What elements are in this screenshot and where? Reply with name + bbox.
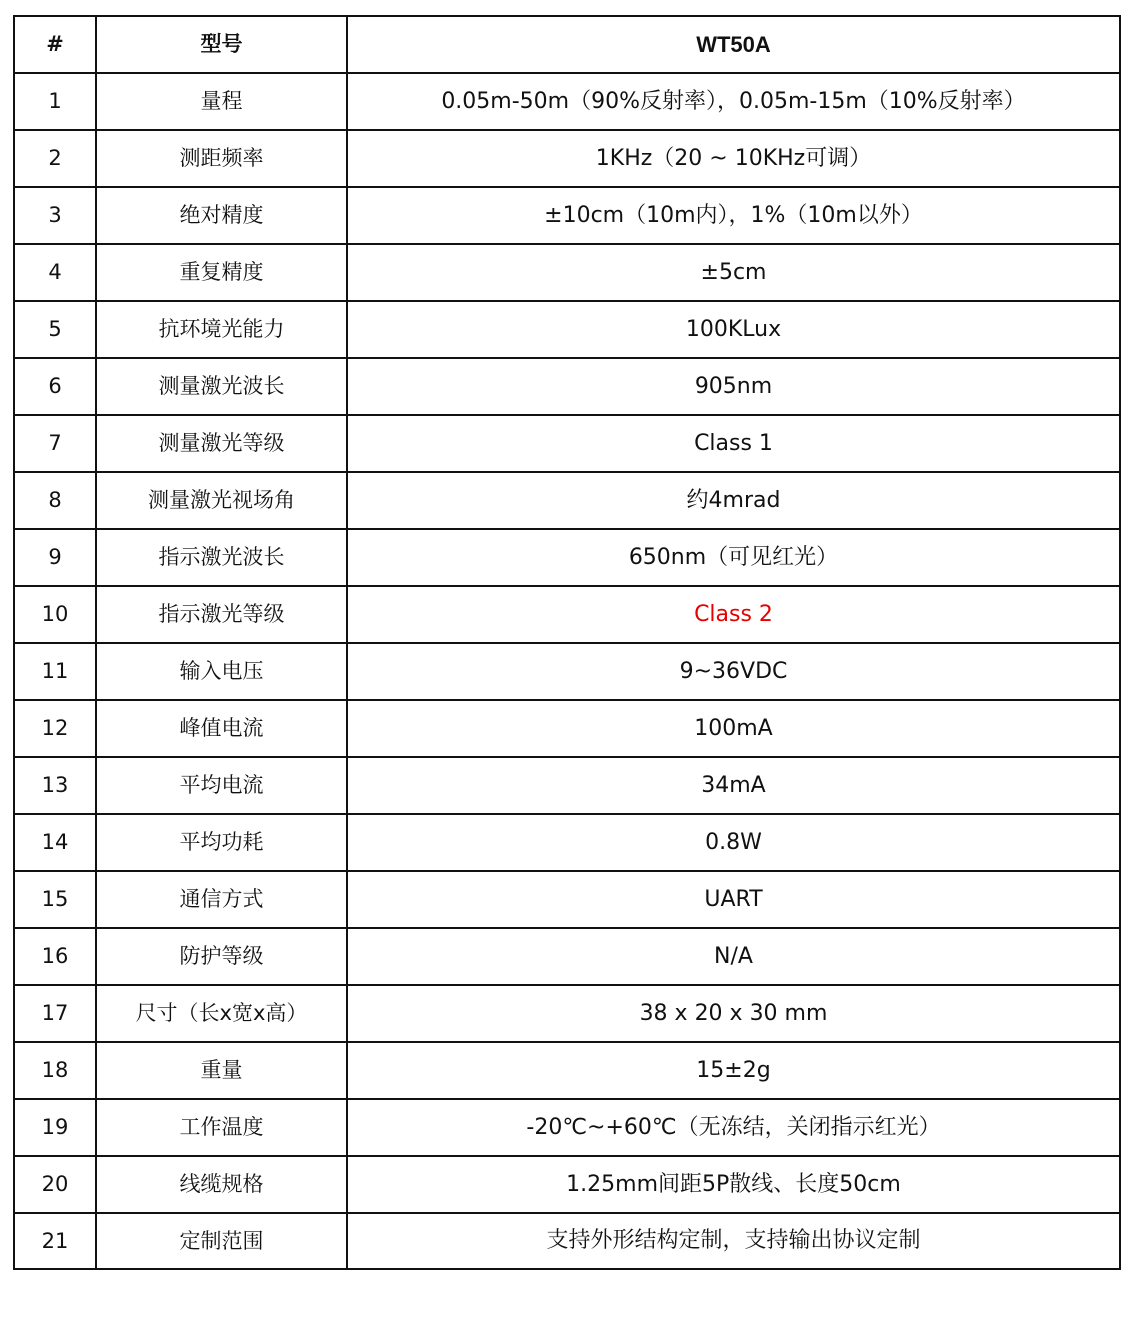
row-index: 17 [14,985,96,1042]
spec-table [13,15,1121,1270]
row-parameter: 平均功耗 [96,814,347,871]
row-parameter: 平均电流 [96,757,347,814]
row-index: 7 [14,415,96,472]
row-parameter: 重量 [96,1042,347,1099]
row-index: 5 [14,301,96,358]
header-index: # [14,16,96,73]
row-index: 12 [14,700,96,757]
row-index: 19 [14,1099,96,1156]
row-index: 3 [14,187,96,244]
row-index: 11 [14,643,96,700]
row-parameter: 测量激光等级 [96,415,347,472]
row-value: 支持外形结构定制，支持输出协议定制 [347,1213,1120,1269]
row-value: 34mA [347,757,1120,814]
row-value: UART [347,871,1120,928]
header-model: WT50A [347,16,1120,73]
row-parameter: 测距频率 [96,130,347,187]
table-row [14,871,1120,928]
header-parameter: 型号 [96,16,347,73]
row-value: Class 1 [347,415,1120,472]
table-row [14,814,1120,871]
table-row [14,1099,1120,1156]
row-index: 1 [14,73,96,130]
row-value: ±5cm [347,244,1120,301]
row-index: 9 [14,529,96,586]
row-parameter: 指示激光等级 [96,586,347,643]
table-row [14,358,1120,415]
row-parameter: 尺寸（长x宽x高） [96,985,347,1042]
row-parameter: 通信方式 [96,871,347,928]
row-index: 15 [14,871,96,928]
row-value: 15±2g [347,1042,1120,1099]
table-row [14,130,1120,187]
row-index: 16 [14,928,96,985]
table-row [14,1213,1120,1269]
table-row [14,985,1120,1042]
row-value: 100KLux [347,301,1120,358]
table-row [14,586,1120,643]
table-row [14,529,1120,586]
table-row [14,244,1120,301]
row-value: 1.25mm间距5P散线、长度50cm [347,1156,1120,1213]
row-index: 4 [14,244,96,301]
row-value: -20℃~+60℃（无冻结，关闭指示红光） [347,1099,1120,1156]
row-parameter: 定制范围 [96,1213,347,1269]
row-index: 6 [14,358,96,415]
row-value: 100mA [347,700,1120,757]
row-parameter: 量程 [96,73,347,130]
row-value: 650nm（可见红光） [347,529,1120,586]
row-parameter: 指示激光波长 [96,529,347,586]
table-row [14,73,1120,130]
row-index: 8 [14,472,96,529]
row-index: 2 [14,130,96,187]
row-value: 905nm [347,358,1120,415]
row-value: 1KHz（20 ~ 10KHz可调） [347,130,1120,187]
row-index: 21 [14,1213,96,1269]
row-parameter: 峰值电流 [96,700,347,757]
header-row [14,16,1120,73]
table-row [14,643,1120,700]
row-value: ±10cm（10m内），1%（10m以外） [347,187,1120,244]
row-parameter: 抗环境光能力 [96,301,347,358]
table-row [14,187,1120,244]
row-index: 13 [14,757,96,814]
table-row [14,415,1120,472]
row-parameter: 绝对精度 [96,187,347,244]
table-row [14,1042,1120,1099]
row-parameter: 测量激光波长 [96,358,347,415]
row-parameter: 防护等级 [96,928,347,985]
row-index: 10 [14,586,96,643]
row-parameter: 线缆规格 [96,1156,347,1213]
row-value: 0.05m-50m（90%反射率），0.05m-15m（10%反射率） [347,73,1120,130]
table-row [14,928,1120,985]
row-index: 20 [14,1156,96,1213]
row-parameter: 工作温度 [96,1099,347,1156]
table-row [14,301,1120,358]
row-parameter: 输入电压 [96,643,347,700]
row-parameter: 重复精度 [96,244,347,301]
row-value: N/A [347,928,1120,985]
table-row [14,1156,1120,1213]
row-value: 9~36VDC [347,643,1120,700]
row-value: 0.8W [347,814,1120,871]
row-index: 18 [14,1042,96,1099]
table-row [14,472,1120,529]
row-value: Class 2 [347,586,1120,643]
row-index: 14 [14,814,96,871]
row-value: 38 x 20 x 30 mm [347,985,1120,1042]
row-value: 约4mrad [347,472,1120,529]
row-parameter: 测量激光视场角 [96,472,347,529]
table-row [14,700,1120,757]
table-row [14,757,1120,814]
